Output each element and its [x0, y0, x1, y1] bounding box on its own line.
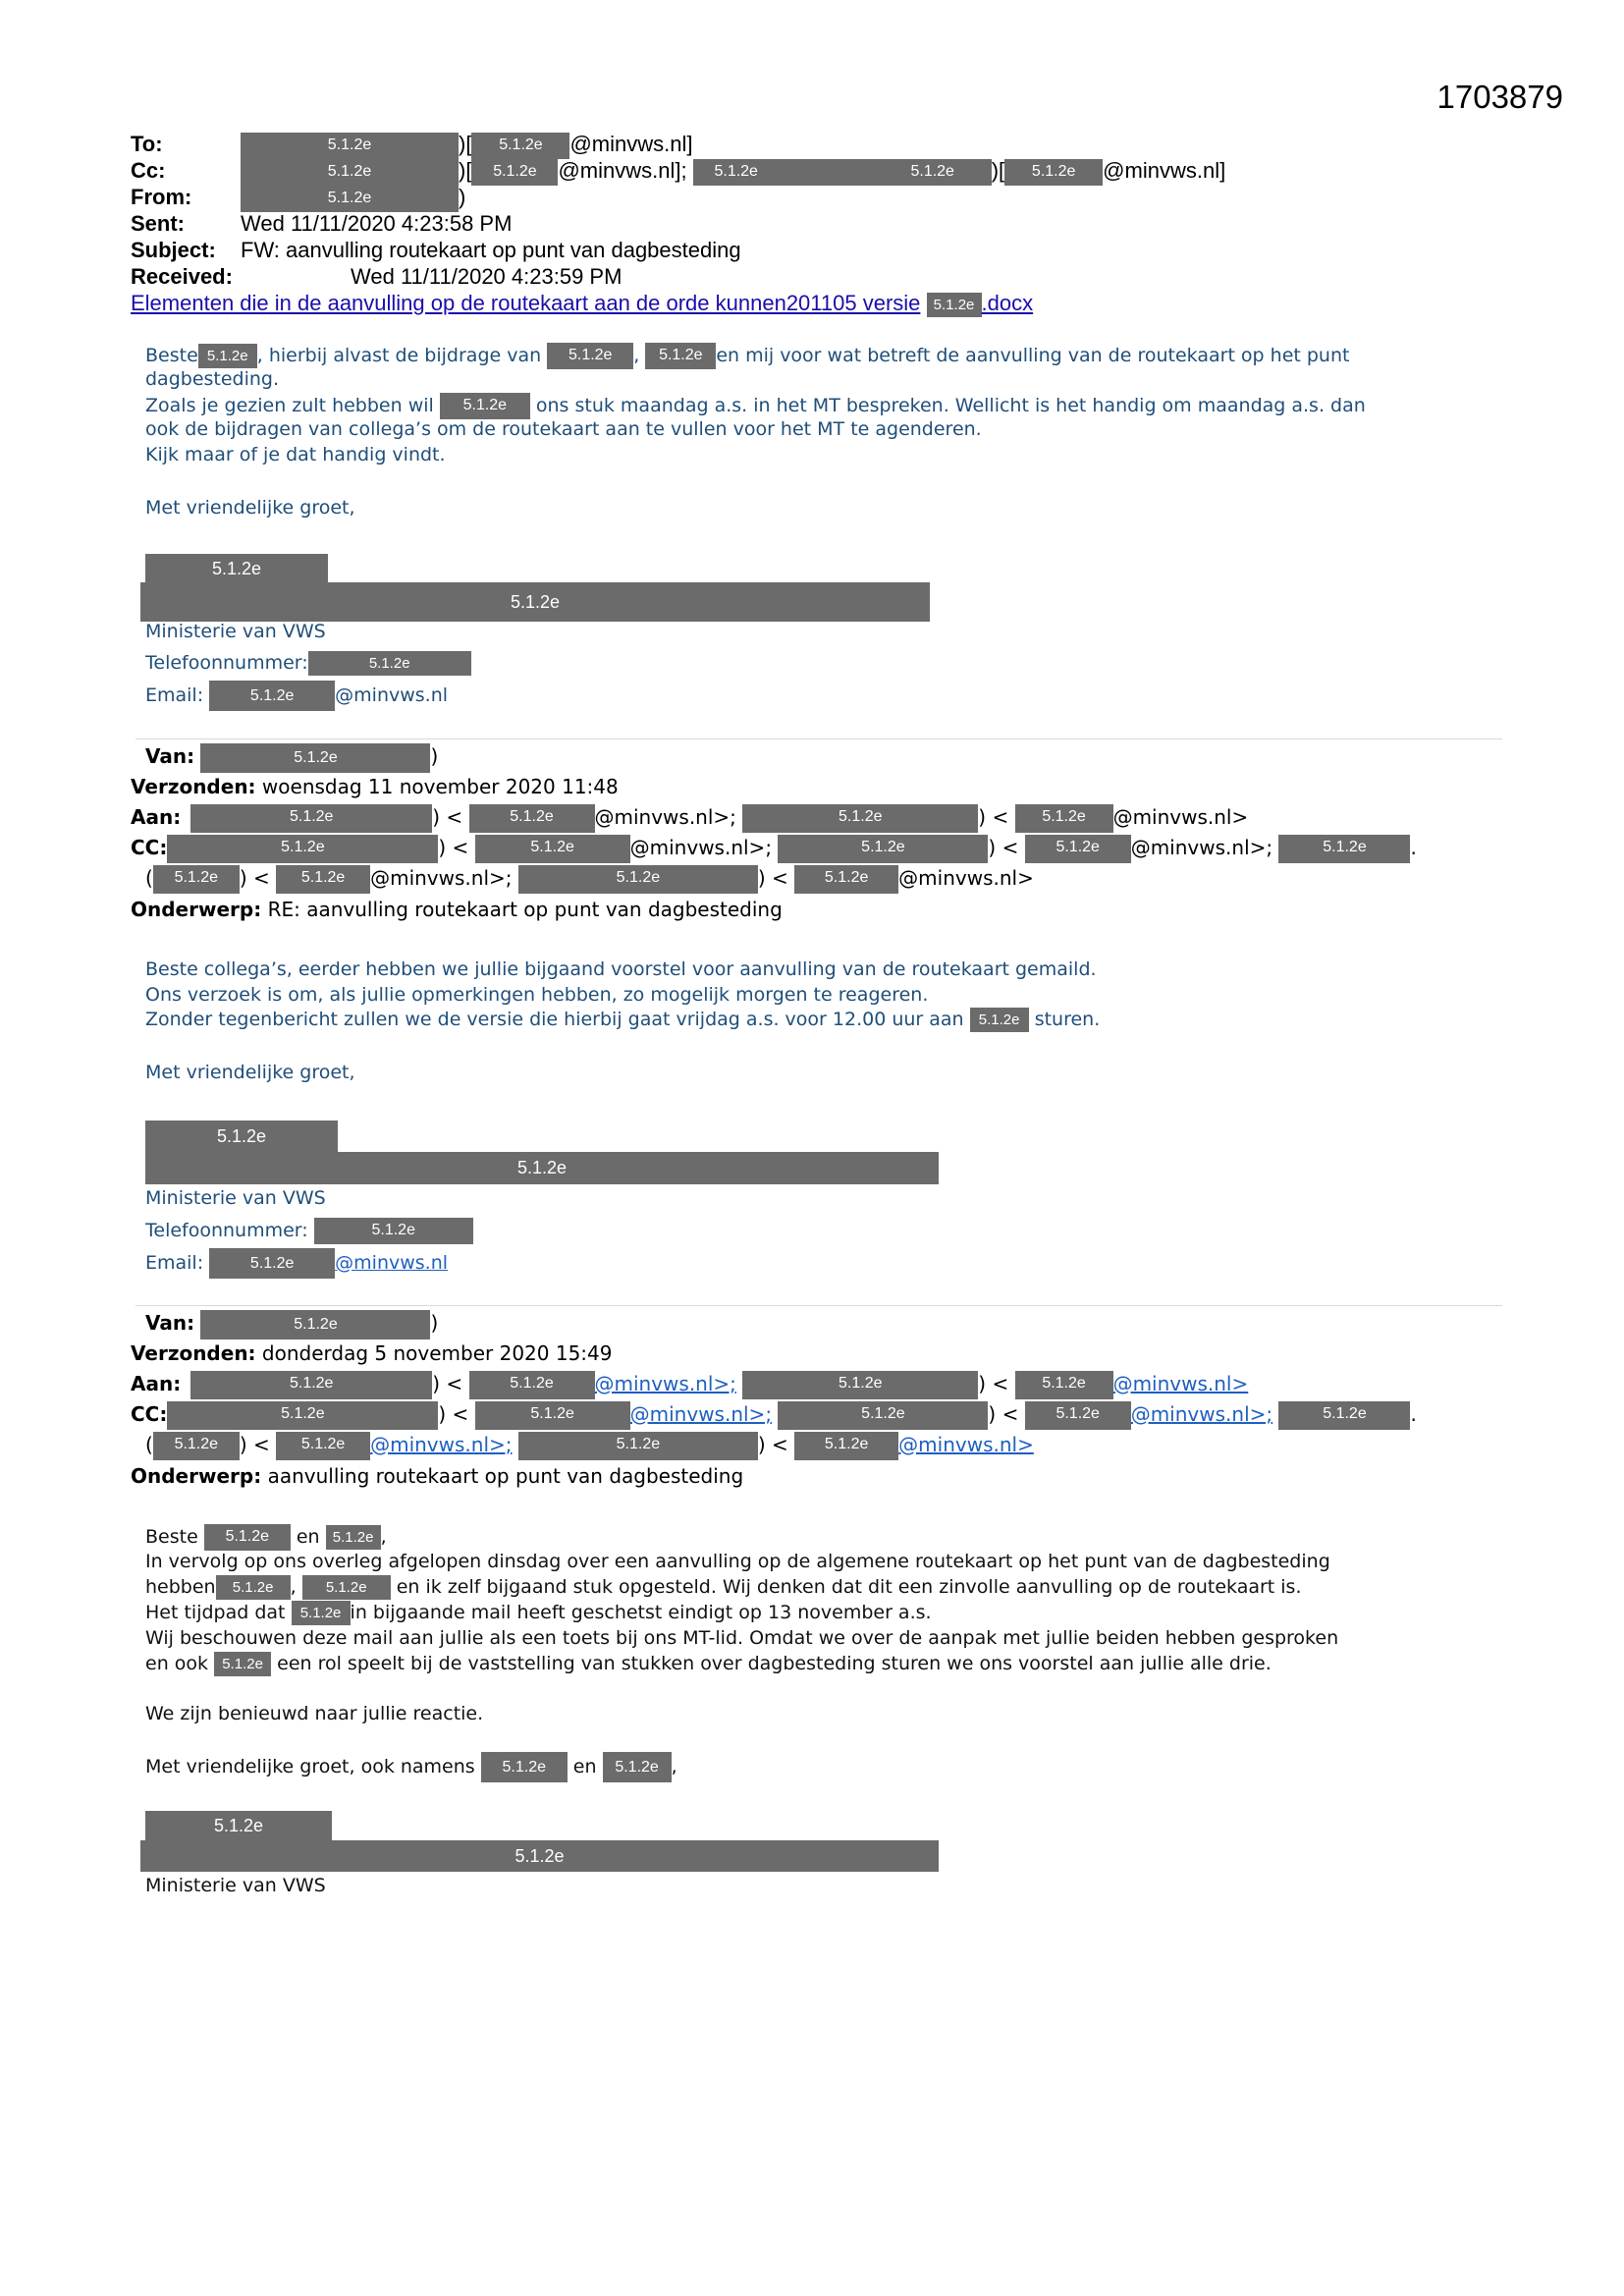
redaction: 5.1.2e	[1015, 1371, 1113, 1399]
redaction: 5.1.2e	[241, 133, 459, 159]
from-close: )	[459, 185, 466, 209]
redaction: 5.1.2e	[276, 865, 370, 894]
sent-label: Sent:	[131, 211, 185, 236]
redaction: 5.1.2e	[167, 835, 438, 863]
attachment-name[interactable]: Elementen die in de aanvulling op de routekaart aan de orde kunnen201105 versie	[131, 291, 921, 315]
redaction: 5.1.2e	[209, 681, 335, 711]
email-link[interactable]: @minvws.nl>;	[370, 1433, 513, 1456]
redaction: 5.1.2e	[190, 804, 432, 833]
signature-org: Ministerie van VWS	[145, 1875, 326, 1896]
redaction: 5.1.2e	[469, 1371, 595, 1399]
redaction: 5.1.2e	[794, 865, 898, 894]
redaction: 5.1.2e	[200, 1310, 430, 1339]
subject-label: Subject:	[131, 238, 216, 262]
redaction: 5.1.2e	[603, 1752, 672, 1782]
redaction: 5.1.2e	[241, 186, 459, 212]
redaction: 5.1.2e	[216, 1575, 291, 1600]
email-link[interactable]: @minvws.nl	[335, 1252, 449, 1274]
redaction: 5.1.2e	[471, 133, 569, 159]
redaction: 5.1.2e	[153, 865, 240, 894]
greeting: Met vriendelijke groet,	[145, 497, 355, 519]
redaction: 5.1.2e	[167, 1401, 438, 1430]
redaction: 5.1.2e	[292, 1601, 351, 1625]
redaction: 5.1.2e	[1015, 804, 1113, 833]
document-number: 1703879	[1436, 79, 1563, 115]
redaction: 5.1.2e	[314, 1218, 473, 1244]
redaction: 5.1.2e	[204, 1524, 291, 1551]
redaction: 5.1.2e	[693, 159, 780, 186]
redaction: 5.1.2e	[475, 1401, 630, 1430]
redaction: 5.1.2e	[326, 1525, 381, 1550]
divider	[135, 738, 1502, 739]
redaction: 5.1.2e	[475, 835, 630, 863]
received-value: Wed 11/11/2020 4:23:59 PM	[351, 264, 623, 289]
redaction	[780, 159, 874, 186]
redaction: 5.1.2e	[742, 804, 978, 833]
redaction: 5.1.2e	[302, 1575, 391, 1600]
redaction: 5.1.2e	[547, 343, 633, 369]
redaction: 5.1.2e	[1025, 1401, 1131, 1430]
signature-org: Ministerie van VWS	[145, 621, 326, 642]
divider	[135, 1305, 1502, 1306]
redaction: 5.1.2e	[645, 343, 716, 369]
cc-domain: @minvws.nl]	[1103, 158, 1226, 183]
attachment-ext[interactable]: .docx	[981, 291, 1034, 315]
redaction: 5.1.2e	[518, 865, 758, 894]
email-link[interactable]: @minvws.nl>	[898, 1433, 1034, 1456]
redaction: 5.1.2e	[1278, 835, 1410, 863]
redaction-signature-name: 5.1.2e	[145, 1121, 338, 1152]
redaction-signature-title: 5.1.2e	[145, 1152, 939, 1184]
redaction: 5.1.2e	[200, 743, 430, 773]
redaction: 5.1.2e	[794, 1432, 898, 1460]
redaction: 5.1.2e	[1004, 159, 1103, 186]
redaction: 5.1.2e	[1025, 835, 1131, 863]
redaction: 5.1.2e	[874, 159, 992, 186]
sent-value: Wed 11/11/2020 4:23:58 PM	[241, 211, 513, 236]
redaction: 5.1.2e	[518, 1432, 758, 1460]
redaction: 5.1.2e	[778, 835, 988, 863]
received-label: Received:	[131, 264, 233, 289]
from-label: From:	[131, 185, 192, 209]
redaction: 5.1.2e	[471, 159, 558, 186]
redaction: 5.1.2e	[927, 293, 982, 317]
email-link[interactable]: @minvws.nl>;	[629, 1402, 773, 1426]
to-domain: @minvws.nl]	[569, 132, 693, 156]
redaction: 5.1.2e	[209, 1248, 335, 1279]
redaction: 5.1.2e	[440, 393, 530, 419]
attachment-link[interactable]	[131, 290, 1033, 317]
redaction: 5.1.2e	[153, 1432, 240, 1460]
cc-label: Cc:	[131, 158, 166, 183]
signature-org: Ministerie van VWS	[145, 1187, 326, 1209]
greeting: Met vriendelijke groet,	[145, 1062, 355, 1083]
redaction: 5.1.2e	[742, 1371, 978, 1399]
redaction: 5.1.2e	[198, 344, 257, 368]
redaction-signature-title: 5.1.2e	[140, 1840, 939, 1872]
redaction-signature-name: 5.1.2e	[145, 1811, 332, 1840]
redaction: 5.1.2e	[469, 804, 595, 833]
redaction: 5.1.2e	[778, 1401, 988, 1430]
redaction: 5.1.2e	[1278, 1401, 1410, 1430]
to-label: To:	[131, 132, 163, 156]
redaction: 5.1.2e	[276, 1432, 370, 1460]
redaction-signature-title: 5.1.2e	[140, 582, 930, 622]
email-link[interactable]: @minvws.nl>	[1112, 1372, 1249, 1395]
redaction: 5.1.2e	[241, 159, 459, 186]
redaction: 5.1.2e	[308, 651, 471, 676]
redaction: 5.1.2e	[481, 1752, 568, 1782]
email-link[interactable]: @minvws.nl>;	[1130, 1402, 1273, 1426]
redaction: 5.1.2e	[970, 1008, 1029, 1032]
cc-domain: @minvws.nl];	[558, 158, 687, 183]
email-link[interactable]: @minvws.nl>;	[594, 1372, 736, 1395]
redaction: 5.1.2e	[190, 1371, 432, 1399]
redaction-signature-name: 5.1.2e	[145, 554, 328, 583]
subject-value: FW: aanvulling routekaart op punt van dagbesteding	[241, 238, 741, 262]
redaction: 5.1.2e	[214, 1652, 271, 1676]
